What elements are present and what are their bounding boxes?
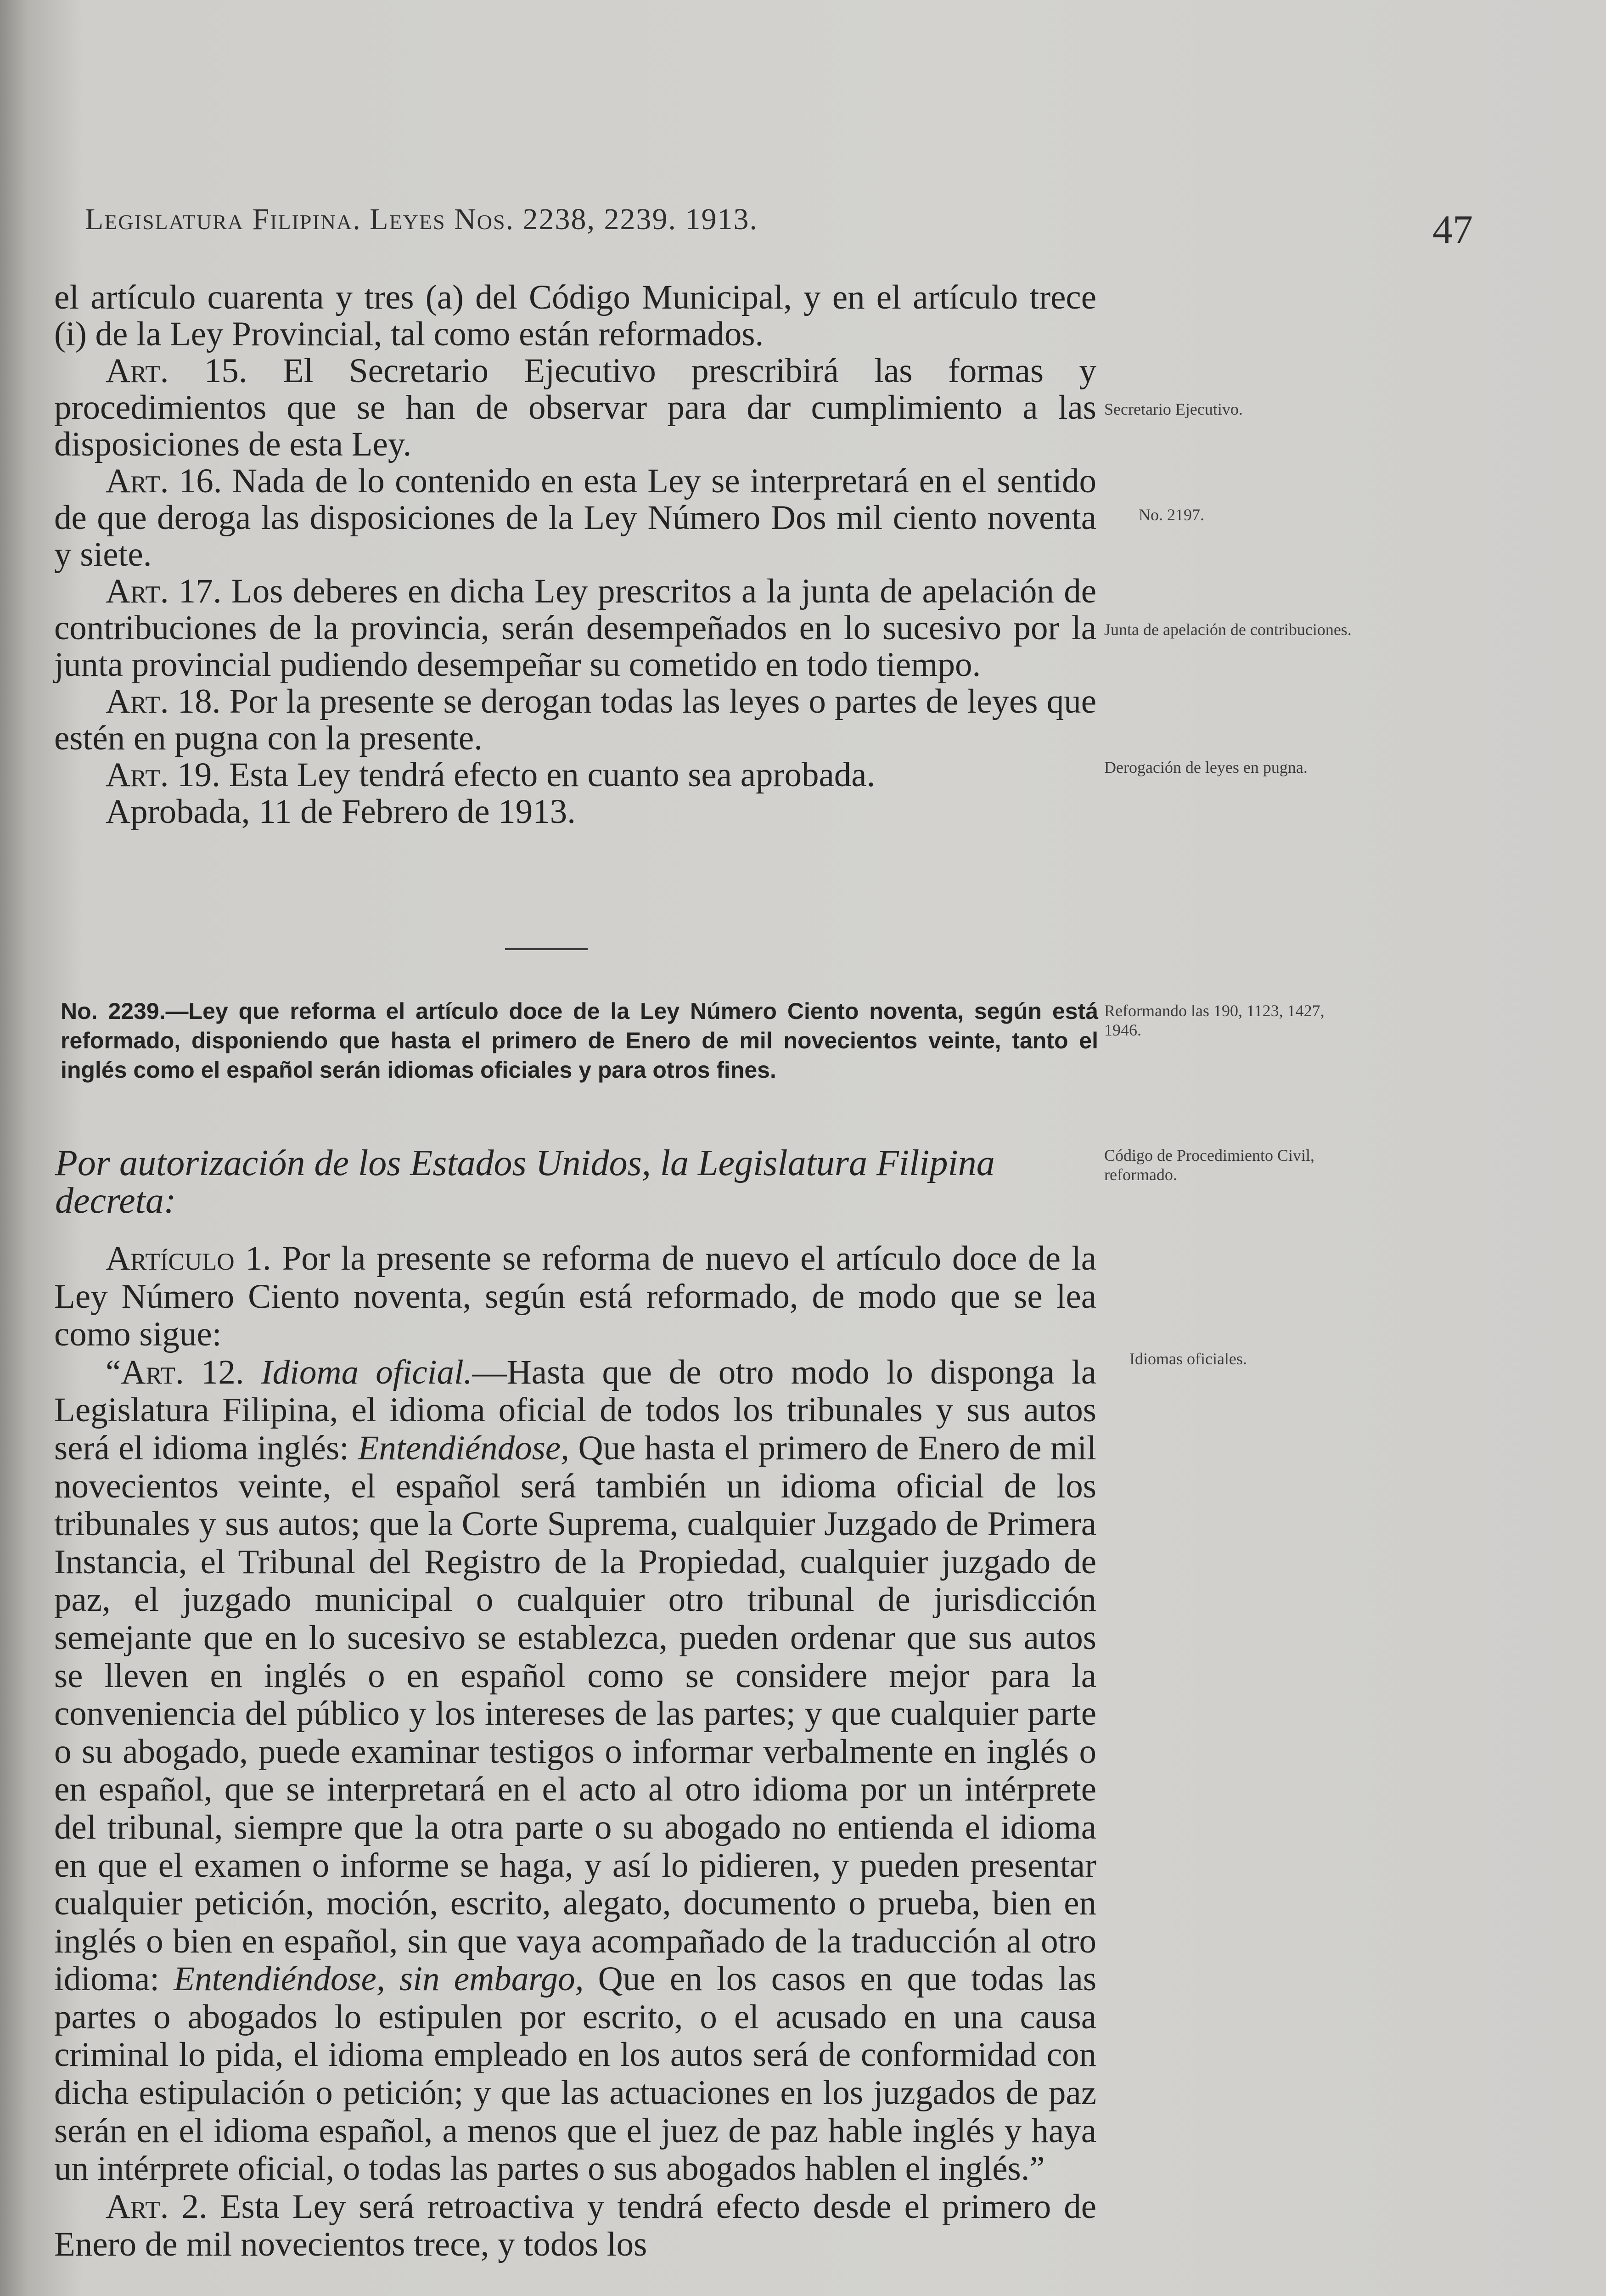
law-2239-title: No. 2239.—Ley que reforma el artículo doce de la Ley Número Ciento noventa, según está reformado, disponiendo que hasta el primero de Enero de mil novecientos veinte, tanto el inglés como el español serán idiomas oficiales y para otros fines. — [61, 998, 1098, 1083]
article-19 — [54, 757, 1096, 793]
article-label: Art. 19. — [106, 756, 220, 794]
margin-note-no2197: No. 2197. — [1139, 506, 1204, 524]
article-15 — [54, 353, 1096, 463]
article-text: —Hasta que de otro modo lo disponga la Legislatura Filipina, el idioma oficial de todos los tribunales y sus autos será el idioma inglés: — [54, 1353, 1096, 1467]
running-header: Legislatura Filipina. Leyes Nos. 2238, 2239. 1913. — [85, 203, 758, 236]
article-heading: Idioma oficial. — [244, 1353, 472, 1391]
article-17 — [54, 573, 1096, 683]
article-label: Art. 16. — [106, 462, 222, 500]
article-text: Los deberes en dicha Ley prescritos a la junta de apelación de contribuciones de la provincia, serán desempeñados en lo sucesivo por la junta provincial pudiendo desempeñar su cometido en todo tiempo. — [54, 572, 1096, 684]
page-number: 47 — [1432, 208, 1473, 252]
article-text: Por la presente se derogan todas las leyes o partes de leyes que estén en pugna con la presente. — [54, 682, 1096, 757]
margin-note-idiomas: Idiomas oficiales. — [1129, 1350, 1247, 1368]
article-2 — [54, 2188, 1096, 2264]
margin-note-junta: Junta de apelación de contribuciones. — [1104, 620, 1352, 639]
article-label: Art. 18. — [106, 682, 221, 720]
paragraph-continuation: el artículo cuarenta y tres (a) del Código Municipal, y en el artículo trece (i) de la Ley Provincial, tal como están reformados. — [54, 278, 1096, 353]
article-text: Esta Ley será retroactiva y tendrá efecto desde el primero de Enero de mil novecientos trece, y todos los — [54, 2187, 1096, 2264]
article-text: Nada de lo contenido en esta Ley se interpretará en el sentido de que deroga las disposiciones de la Ley Número Dos mil ciento noventa y siete. — [54, 462, 1096, 574]
margin-note-derogacion: Derogación de leyes en pugna. — [1104, 758, 1308, 777]
article-label: Art. 2. — [106, 2187, 208, 2226]
article-text: Esta Ley tendrá efecto en cuanto sea aprobada. — [220, 756, 876, 794]
article-label: Artículo 1. — [106, 1239, 271, 1277]
article-18 — [54, 683, 1096, 757]
approval-date: Aprobada, 11 de Febrero de 1913. — [106, 793, 576, 831]
law-2239-body — [54, 1240, 1096, 2264]
article-label: “Art. 12. — [106, 1353, 244, 1391]
article-text: Que en los casos en que todas las partes o abogados lo estipulen por escrito, o el acusado en una causa criminal lo pida, el idioma empleado en los autos será de conformidad con dicha estipulación o petición; y que las actuaciones en los juzgados de paz serán en el idioma español, a menos que el juez de paz hable inglés y haya un intérprete oficial, o todas las partes o sus abogados hablen el inglés.” — [54, 1960, 1097, 2188]
article-label: Art. 17. — [106, 572, 222, 610]
proviso: Entendiéndose, — [358, 1429, 569, 1467]
margin-note-reformando: Reformando las 190, 1123, 1427, 1946. — [1104, 1002, 1325, 1039]
article-text: Que hasta el primero de Enero de mil novecientos veinte, el español será también un idioma oficial de los tribunales y sus autos; que la Corte Suprema, cualquier Juzgado de Primera Instancia, el Tribunal del Registro de la Propiedad, cualquier juzgado de paz, el juzgado municipal o cualquier otro tribunal de jurisdicción semejante que en lo sucesivo se establezca, pueden ordenar que sus autos se lleven en inglés o en español como se considere mejor para la conveniencia del público y los intereses de las partes; y que cualquier parte o su abogado, puede examinar testigos o informar verbalmente en inglés o en español, que se interpretará en el acto al otro idioma por un intérprete del tribunal, siempre que la otra parte o su abogado no entienda el idioma en que el examen o informe se haga, y así lo pidieren, y pueden presentar cualquier petición, moción, escrito, alegato, documento o prueba, bien en inglés o bien en español, sin que vaya acompañado de la traducción al otro idioma: — [54, 1429, 1097, 1998]
article-label: Art. 15. — [106, 352, 247, 390]
article-text: Por la presente se reforma de nuevo el artículo doce de la Ley Número Ciento noventa, según está reformado, de modo que se lea como sigue: — [54, 1239, 1096, 1354]
section-divider — [505, 948, 588, 950]
article-12-quoted — [54, 1354, 1096, 2188]
law-2238-continuation — [54, 279, 1096, 830]
article-text: El Secretario Ejecutivo prescribirá las formas y procedimientos que se han de observar para dar cumplimiento a las disposiciones de esta Ley. — [54, 352, 1096, 463]
article-16 — [54, 463, 1096, 573]
margin-note-codigo: Código de Procedimiento Civil, reformado. — [1104, 1146, 1314, 1184]
margin-note-secretario: Secretario Ejecutivo. — [1104, 400, 1243, 418]
article-1 — [54, 1240, 1096, 1354]
enacting-clause: Por autorización de los Estados Unidos, la Legislatura Filipina decreta: — [55, 1143, 995, 1221]
proviso: Entendiéndose, sin embargo, — [174, 1960, 584, 1998]
